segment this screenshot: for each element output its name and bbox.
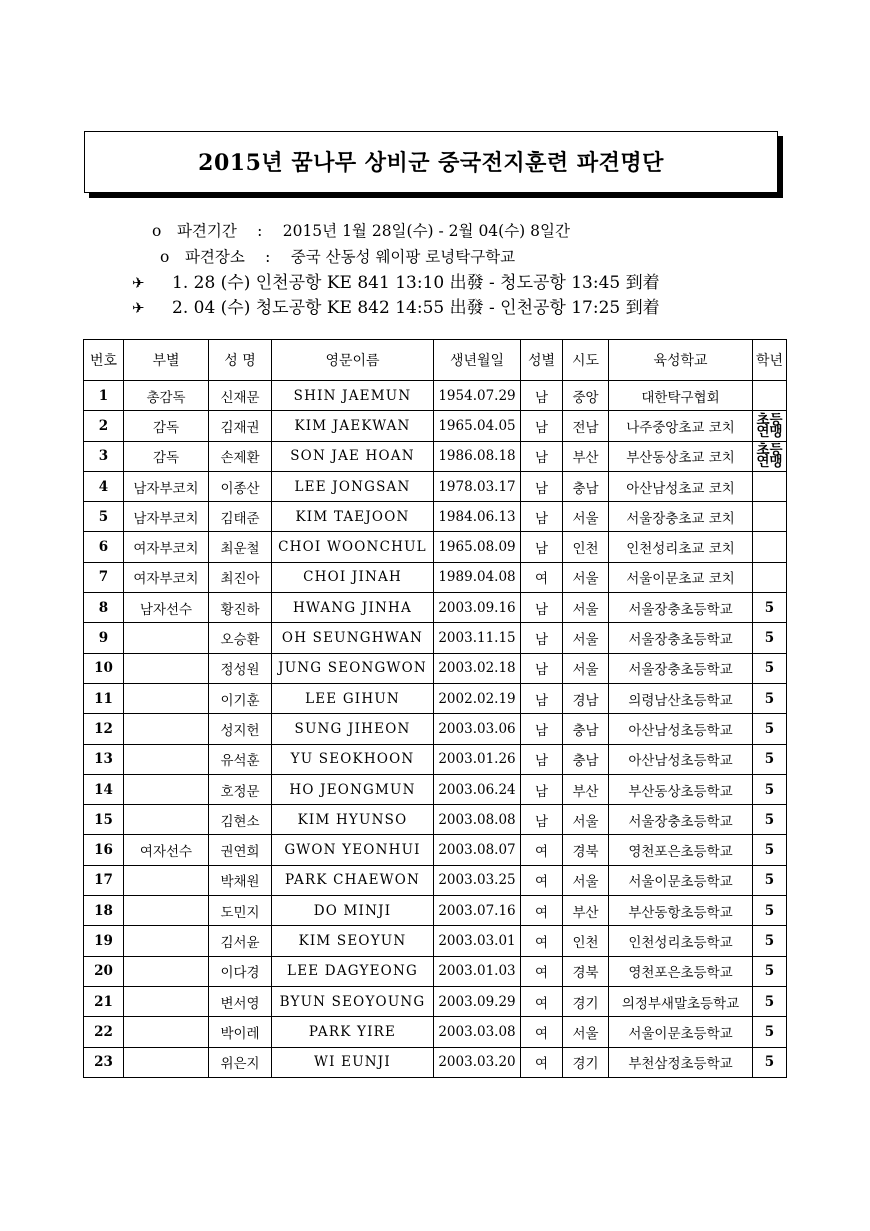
flight-line-return	[132, 293, 660, 318]
row-birthdate: 1965.08.09	[434, 532, 521, 562]
row-division: 여자부코치	[124, 532, 209, 562]
row-school: 서울장충초등학교	[609, 593, 753, 623]
airplane-icon: ✈	[132, 274, 145, 292]
row-gender: 여	[521, 865, 563, 895]
row-gender: 남	[521, 381, 563, 411]
row-gender: 여	[521, 926, 563, 956]
row-gender: 남	[521, 683, 563, 713]
row-division	[124, 956, 209, 986]
row-school: 서울장충초등학교	[609, 653, 753, 683]
row-region: 서울	[563, 653, 609, 683]
row-division	[124, 926, 209, 956]
row-grade: 5	[753, 623, 787, 653]
row-region: 충남	[563, 744, 609, 774]
row-grade: 5	[753, 714, 787, 744]
row-birthdate: 2003.02.18	[434, 653, 521, 683]
period-bullet: o	[152, 222, 162, 240]
row-number: 1	[84, 381, 124, 411]
row-name: 김태준	[209, 502, 272, 532]
row-birthdate: 2003.03.25	[434, 865, 521, 895]
row-birthdate: 1978.03.17	[434, 471, 521, 501]
row-school: 부천삼정초등학교	[609, 1047, 753, 1077]
row-name: 박이레	[209, 1017, 272, 1047]
place-separator: :	[265, 248, 271, 266]
table-row	[84, 835, 787, 865]
flight-text: 2. 04 (수) 청도공항 KE 842 14:55 出發 - 인천공항 17:25 到着	[172, 298, 660, 318]
table-row	[84, 623, 787, 653]
title-box	[84, 131, 778, 193]
row-gender: 여	[521, 835, 563, 865]
row-region: 경기	[563, 986, 609, 1016]
row-number: 9	[84, 623, 124, 653]
row-birthdate: 2003.08.07	[434, 835, 521, 865]
row-number: 13	[84, 744, 124, 774]
flight-text: 1. 28 (수) 인천공항 KE 841 13:10 出發 - 청도공항 13:45 到着	[172, 273, 660, 293]
row-gender: 여	[521, 1047, 563, 1077]
table-row	[84, 381, 787, 411]
row-division: 남자선수	[124, 593, 209, 623]
row-division	[124, 714, 209, 744]
row-gender: 남	[521, 623, 563, 653]
row-region: 부산	[563, 441, 609, 471]
row-english-name: DO MINJI	[272, 896, 434, 926]
row-school: 아산남성초등학교	[609, 744, 753, 774]
row-division: 감독	[124, 441, 209, 471]
row-region: 서울	[563, 593, 609, 623]
row-school: 부산동상초등학교	[609, 774, 753, 804]
row-region: 전남	[563, 411, 609, 441]
table-row	[84, 653, 787, 683]
table-header-row	[84, 340, 787, 381]
row-number: 17	[84, 865, 124, 895]
row-name: 손제환	[209, 441, 272, 471]
row-school: 인천성리초등학교	[609, 926, 753, 956]
row-school: 영천포은초등학교	[609, 835, 753, 865]
table-row	[84, 411, 787, 441]
row-english-name: YU SEOKHOON	[272, 744, 434, 774]
row-gender: 여	[521, 956, 563, 986]
period-line	[152, 219, 570, 241]
row-name: 위은지	[209, 1047, 272, 1077]
row-number: 18	[84, 896, 124, 926]
row-grade: 5	[753, 896, 787, 926]
row-number: 2	[84, 411, 124, 441]
row-division: 남자부코치	[124, 502, 209, 532]
row-school: 아산남성초등학교	[609, 714, 753, 744]
row-english-name: KIM TAEJOON	[272, 502, 434, 532]
header-school: 육성학교	[609, 340, 753, 381]
row-region: 충남	[563, 714, 609, 744]
row-division: 여자선수	[124, 835, 209, 865]
row-grade: 5	[753, 1047, 787, 1077]
row-english-name: SUNG JIHEON	[272, 714, 434, 744]
row-name: 이다경	[209, 956, 272, 986]
row-grade: 초등연맹	[753, 411, 787, 441]
row-gender: 남	[521, 774, 563, 804]
row-english-name: CHOI JINAH	[272, 562, 434, 592]
period-value: 2015년 1월 28일(수) - 2월 04(수) 8일간	[282, 222, 570, 240]
row-english-name: KIM HYUNSO	[272, 805, 434, 835]
row-name: 오승환	[209, 623, 272, 653]
row-birthdate: 2003.09.16	[434, 593, 521, 623]
row-english-name: PARK CHAEWON	[272, 865, 434, 895]
row-number: 20	[84, 956, 124, 986]
row-division	[124, 774, 209, 804]
row-english-name: PARK YIRE	[272, 1017, 434, 1047]
row-birthdate: 2003.03.08	[434, 1017, 521, 1047]
table-row	[84, 471, 787, 501]
row-region: 중앙	[563, 381, 609, 411]
row-number: 16	[84, 835, 124, 865]
row-name: 정성원	[209, 653, 272, 683]
table-row	[84, 805, 787, 835]
row-english-name: LEE DAGYEONG	[272, 956, 434, 986]
row-gender: 여	[521, 896, 563, 926]
row-birthdate: 2003.01.26	[434, 744, 521, 774]
row-gender: 남	[521, 744, 563, 774]
place-line	[160, 245, 515, 267]
row-english-name: GWON YEONHUI	[272, 835, 434, 865]
row-school: 부산동상초교 코치	[609, 441, 753, 471]
row-region: 경북	[563, 835, 609, 865]
row-birthdate: 2003.07.16	[434, 896, 521, 926]
header-english-name: 영문이름	[272, 340, 434, 381]
row-division: 남자부코치	[124, 471, 209, 501]
row-division	[124, 683, 209, 713]
row-english-name: LEE JONGSAN	[272, 471, 434, 501]
row-name: 황진하	[209, 593, 272, 623]
row-school: 의정부새말초등학교	[609, 986, 753, 1016]
row-division	[124, 986, 209, 1016]
row-birthdate: 2002.02.19	[434, 683, 521, 713]
place-label: 파견장소	[184, 248, 245, 266]
table-row	[84, 593, 787, 623]
row-number: 5	[84, 502, 124, 532]
row-birthdate: 2003.03.06	[434, 714, 521, 744]
row-name: 김서윤	[209, 926, 272, 956]
row-division	[124, 623, 209, 653]
period-label: 파견기간	[176, 222, 237, 240]
row-region: 인천	[563, 926, 609, 956]
airplane-icon: ✈	[132, 299, 145, 317]
table-row	[84, 1047, 787, 1077]
row-region: 서울	[563, 562, 609, 592]
row-gender: 남	[521, 805, 563, 835]
row-region: 서울	[563, 805, 609, 835]
row-division	[124, 1047, 209, 1077]
row-name: 유석훈	[209, 744, 272, 774]
table-row	[84, 1017, 787, 1047]
row-school: 영천포은초등학교	[609, 956, 753, 986]
row-grade: 5	[753, 835, 787, 865]
row-name: 최운철	[209, 532, 272, 562]
table-row	[84, 532, 787, 562]
row-birthdate: 2003.08.08	[434, 805, 521, 835]
row-english-name: CHOI WOONCHUL	[272, 532, 434, 562]
row-grade: 5	[753, 774, 787, 804]
row-number: 22	[84, 1017, 124, 1047]
header-birthdate: 생년월일	[434, 340, 521, 381]
table-row	[84, 865, 787, 895]
row-school: 서울장충초등학교	[609, 805, 753, 835]
row-name: 성지헌	[209, 714, 272, 744]
row-english-name: HO JEONGMUN	[272, 774, 434, 804]
row-name: 최진아	[209, 562, 272, 592]
row-number: 23	[84, 1047, 124, 1077]
row-name: 박채원	[209, 865, 272, 895]
row-grade	[753, 562, 787, 592]
row-grade	[753, 381, 787, 411]
row-region: 서울	[563, 502, 609, 532]
row-number: 8	[84, 593, 124, 623]
row-region: 경기	[563, 1047, 609, 1077]
row-name: 호정문	[209, 774, 272, 804]
row-gender: 남	[521, 411, 563, 441]
row-number: 10	[84, 653, 124, 683]
table-row	[84, 502, 787, 532]
row-region: 부산	[563, 774, 609, 804]
table-row	[84, 926, 787, 956]
row-division	[124, 805, 209, 835]
row-number: 19	[84, 926, 124, 956]
table-row	[84, 774, 787, 804]
row-name: 도민지	[209, 896, 272, 926]
row-region: 인천	[563, 532, 609, 562]
row-birthdate: 2003.03.20	[434, 1047, 521, 1077]
row-school: 의령남산초등학교	[609, 683, 753, 713]
table-row	[84, 896, 787, 926]
table-body	[84, 381, 787, 1078]
row-grade: 5	[753, 926, 787, 956]
row-birthdate: 1984.06.13	[434, 502, 521, 532]
row-number: 7	[84, 562, 124, 592]
row-number: 14	[84, 774, 124, 804]
row-name: 김재권	[209, 411, 272, 441]
row-grade: 5	[753, 986, 787, 1016]
row-gender: 남	[521, 714, 563, 744]
row-grade: 5	[753, 683, 787, 713]
row-region: 서울	[563, 865, 609, 895]
row-gender: 남	[521, 471, 563, 501]
row-division: 총감독	[124, 381, 209, 411]
place-bullet: o	[160, 248, 170, 266]
row-region: 서울	[563, 623, 609, 653]
row-english-name: SON JAE HOAN	[272, 441, 434, 471]
row-birthdate: 2003.09.29	[434, 986, 521, 1016]
roster-table	[83, 339, 787, 1078]
table-row	[84, 714, 787, 744]
row-school: 아산남성초교 코치	[609, 471, 753, 501]
row-grade: 5	[753, 653, 787, 683]
row-school: 서울장충초등학교	[609, 623, 753, 653]
row-birthdate: 1989.04.08	[434, 562, 521, 592]
row-english-name: HWANG JINHA	[272, 593, 434, 623]
row-name: 이종산	[209, 471, 272, 501]
row-school: 서울이문초교 코치	[609, 562, 753, 592]
header-grade: 학년	[753, 340, 787, 381]
row-division	[124, 865, 209, 895]
row-division	[124, 1017, 209, 1047]
row-birthdate: 2003.06.24	[434, 774, 521, 804]
row-school: 부산동항초등학교	[609, 896, 753, 926]
row-region: 부산	[563, 896, 609, 926]
row-number: 4	[84, 471, 124, 501]
row-school: 서울장충초교 코치	[609, 502, 753, 532]
row-birthdate: 2003.01.03	[434, 956, 521, 986]
row-name: 신재문	[209, 381, 272, 411]
row-region: 충남	[563, 471, 609, 501]
row-birthdate: 2003.11.15	[434, 623, 521, 653]
row-school: 서울이문초등학교	[609, 1017, 753, 1047]
row-english-name: BYUN SEOYOUNG	[272, 986, 434, 1016]
header-number: 번호	[84, 340, 124, 381]
row-grade: 5	[753, 1017, 787, 1047]
table-row	[84, 441, 787, 471]
row-number: 21	[84, 986, 124, 1016]
row-division	[124, 653, 209, 683]
row-birthdate: 1954.07.29	[434, 381, 521, 411]
header-name: 성 명	[209, 340, 272, 381]
header-division: 부별	[124, 340, 209, 381]
flight-line-outbound	[132, 268, 660, 293]
table-row	[84, 562, 787, 592]
row-gender: 남	[521, 441, 563, 471]
row-region: 서울	[563, 1017, 609, 1047]
place-value: 중국 산동성 웨이팡 로녕탁구학교	[290, 248, 516, 266]
row-gender: 여	[521, 1017, 563, 1047]
row-grade: 초등연맹	[753, 441, 787, 471]
row-english-name: KIM SEOYUN	[272, 926, 434, 956]
row-number: 6	[84, 532, 124, 562]
row-gender: 남	[521, 532, 563, 562]
table-row	[84, 986, 787, 1016]
row-school: 나주중앙초교 코치	[609, 411, 753, 441]
row-school: 서울이문초등학교	[609, 865, 753, 895]
row-english-name: WI EUNJI	[272, 1047, 434, 1077]
row-grade	[753, 502, 787, 532]
row-birthdate: 1965.04.05	[434, 411, 521, 441]
row-english-name: JUNG SEONGWON	[272, 653, 434, 683]
row-gender: 남	[521, 593, 563, 623]
row-english-name: OH SEUNGHWAN	[272, 623, 434, 653]
row-number: 11	[84, 683, 124, 713]
row-gender: 여	[521, 986, 563, 1016]
row-birthdate: 2003.03.01	[434, 926, 521, 956]
row-region: 경북	[563, 956, 609, 986]
row-number: 12	[84, 714, 124, 744]
row-division	[124, 896, 209, 926]
row-division	[124, 744, 209, 774]
document-title: 2015년 꿈나무 상비군 중국전지훈련 파견명단	[198, 150, 664, 176]
row-gender: 남	[521, 653, 563, 683]
row-school: 인천성리초교 코치	[609, 532, 753, 562]
row-english-name: KIM JAEKWAN	[272, 411, 434, 441]
period-separator: :	[257, 222, 263, 240]
row-grade	[753, 471, 787, 501]
row-grade	[753, 532, 787, 562]
row-name: 변서영	[209, 986, 272, 1016]
row-number: 3	[84, 441, 124, 471]
row-grade: 5	[753, 744, 787, 774]
header-region: 시도	[563, 340, 609, 381]
row-name: 권연희	[209, 835, 272, 865]
row-number: 15	[84, 805, 124, 835]
row-english-name: SHIN JAEMUN	[272, 381, 434, 411]
row-name: 이기훈	[209, 683, 272, 713]
table-row	[84, 744, 787, 774]
row-gender: 여	[521, 562, 563, 592]
row-gender: 남	[521, 502, 563, 532]
table-row	[84, 683, 787, 713]
row-birthdate: 1986.08.18	[434, 441, 521, 471]
row-school: 대한탁구협회	[609, 381, 753, 411]
table-row	[84, 956, 787, 986]
row-region: 경남	[563, 683, 609, 713]
row-grade: 5	[753, 956, 787, 986]
row-division: 감독	[124, 411, 209, 441]
row-division: 여자부코치	[124, 562, 209, 592]
row-name: 김현소	[209, 805, 272, 835]
row-grade: 5	[753, 593, 787, 623]
header-gender: 성별	[521, 340, 563, 381]
row-grade: 5	[753, 805, 787, 835]
row-grade: 5	[753, 865, 787, 895]
row-english-name: LEE GIHUN	[272, 683, 434, 713]
